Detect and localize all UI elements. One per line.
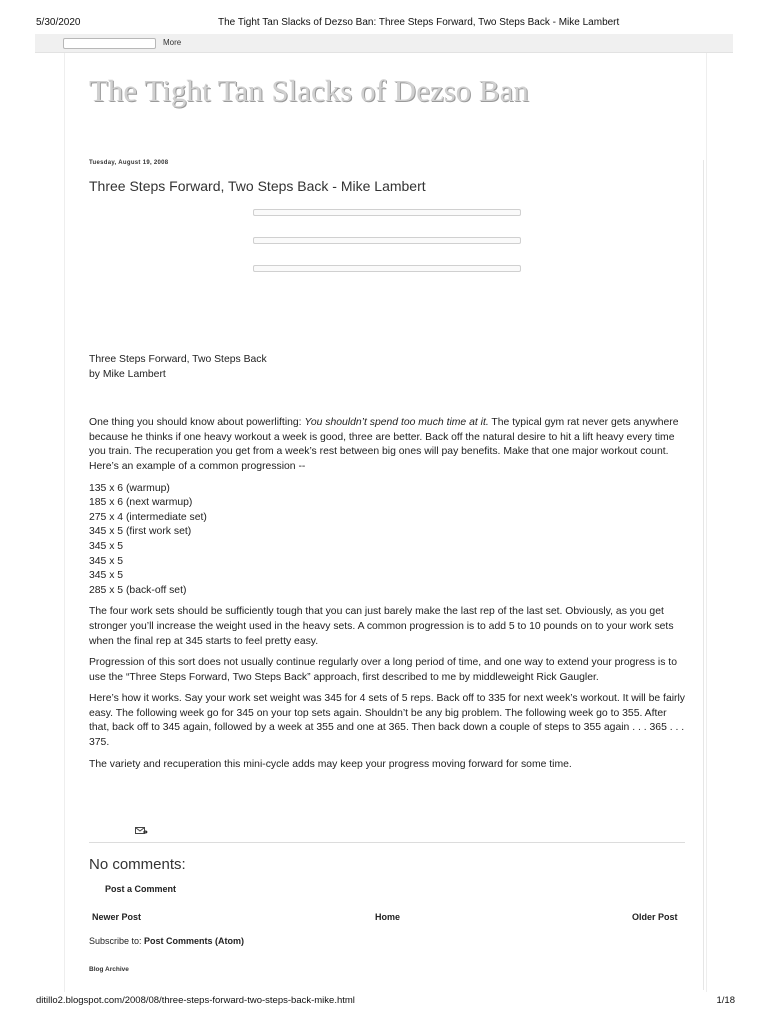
embed-placeholder bbox=[253, 265, 521, 272]
navbar-search-input[interactable] bbox=[63, 38, 156, 49]
post-comments-feed-link[interactable]: Post Comments (Atom) bbox=[144, 936, 245, 946]
navbar-more-link[interactable]: More bbox=[163, 38, 182, 47]
print-url: ditillo2.blogspot.com/2008/08/three-steps-forward-two-steps-back-mike.html bbox=[36, 995, 355, 1006]
intro-text-continued: The typical gym rat never gets anywhere because he thinks if one heavy workout a week is good, three are better. Back off the natural desire to hit a lift heavy every time you train. The recuperation you get from a week’s rest between big ones will pay benefits. Make that one major workout count. Here’s an example of a common progression -- bbox=[89, 417, 679, 472]
subscribe-label: Subscribe to: bbox=[89, 936, 145, 946]
print-footer bbox=[0, 995, 768, 1009]
embed-placeholder bbox=[253, 209, 521, 216]
print-page-number: 1/18 bbox=[716, 995, 735, 1006]
body-paragraph: The four work sets should be sufficiently tough that you can just barely make the last rep of the last set. Obviously, as you get stronger you’ll increase the weight used in the heavy sets. A common progression is to add 5 to 10 pounds on to your work sets when the final rep at 345 starts to feel pretty easy. bbox=[89, 606, 674, 647]
blog-title[interactable]: The Tight Tan Slacks of Dezso Ban bbox=[89, 73, 529, 108]
blog-archive-heading: Blog Archive bbox=[89, 966, 129, 973]
post-subtitle: Three Steps Forward, Two Steps Back bbox=[89, 354, 267, 365]
comments-heading: No comments: bbox=[89, 856, 186, 873]
blogger-navbar bbox=[35, 34, 733, 53]
print-header bbox=[0, 17, 768, 31]
set-line: 345 x 5 bbox=[89, 555, 124, 567]
set-list bbox=[89, 482, 689, 599]
subscribe-line bbox=[89, 936, 244, 946]
post-comment-link[interactable]: Post a Comment bbox=[105, 884, 177, 894]
post-date: Tuesday, August 19, 2008 bbox=[89, 160, 169, 166]
set-line: 345 x 5 bbox=[89, 540, 124, 552]
email-post-icon[interactable] bbox=[135, 826, 148, 835]
set-line: 185 x 6 (next warmup) bbox=[89, 497, 193, 509]
post-body bbox=[89, 353, 689, 779]
embed-placeholder bbox=[253, 237, 521, 244]
home-link[interactable]: Home bbox=[375, 912, 401, 922]
intro-text: One thing you should know about powerlifting: bbox=[89, 417, 305, 429]
body-paragraph: Here’s how it works. Say your work set weight was 345 for 4 sets of 5 reps. Back off to 335 for next week’s workout. It will be fairly easy. The following week go for 345 on your top sets again. Shouldn’t be any big problem. The following week go to 355. After that, back off to 345 again, followed by a week at 355 and one at 365. Then back down a couple of steps to 355 again . . . 365 . . . 375. bbox=[89, 693, 685, 749]
intro-paragraph bbox=[89, 416, 689, 474]
post-byline: by Mike Lambert bbox=[89, 368, 166, 380]
set-line: 345 x 5 bbox=[89, 570, 124, 582]
newer-post-link[interactable]: Newer Post bbox=[92, 912, 142, 922]
intro-emphasis: You shouldn’t spend too much time at it. bbox=[304, 417, 489, 429]
print-date: 5/30/2020 bbox=[36, 17, 81, 28]
post-footer-divider bbox=[89, 842, 685, 843]
body-paragraph: The variety and recuperation this mini-cycle adds may keep your progress moving forward for some time. bbox=[89, 758, 572, 770]
set-line: 135 x 6 (warmup) bbox=[89, 482, 170, 494]
post-title[interactable]: Three Steps Forward, Two Steps Back - Mike Lambert bbox=[89, 178, 426, 194]
sidebar-divider bbox=[703, 160, 704, 990]
body-paragraph: Progression of this sort does not usually continue regularly over a long period of time, and one way to extend your progress is to use the “Three Steps Forward, Two Steps Back” approach, first described to me by middleweight Rick Gaugler. bbox=[89, 657, 677, 683]
set-line: 275 x 4 (intermediate set) bbox=[89, 511, 207, 523]
set-line: 285 x 5 (back-off set) bbox=[89, 584, 187, 596]
older-post-link[interactable]: Older Post bbox=[632, 912, 678, 922]
print-page-title: The Tight Tan Slacks of Dezso Ban: Three Steps Forward, Two Steps Back - Mike Lambert bbox=[218, 17, 620, 28]
set-line: 345 x 5 (first work set) bbox=[89, 526, 192, 538]
